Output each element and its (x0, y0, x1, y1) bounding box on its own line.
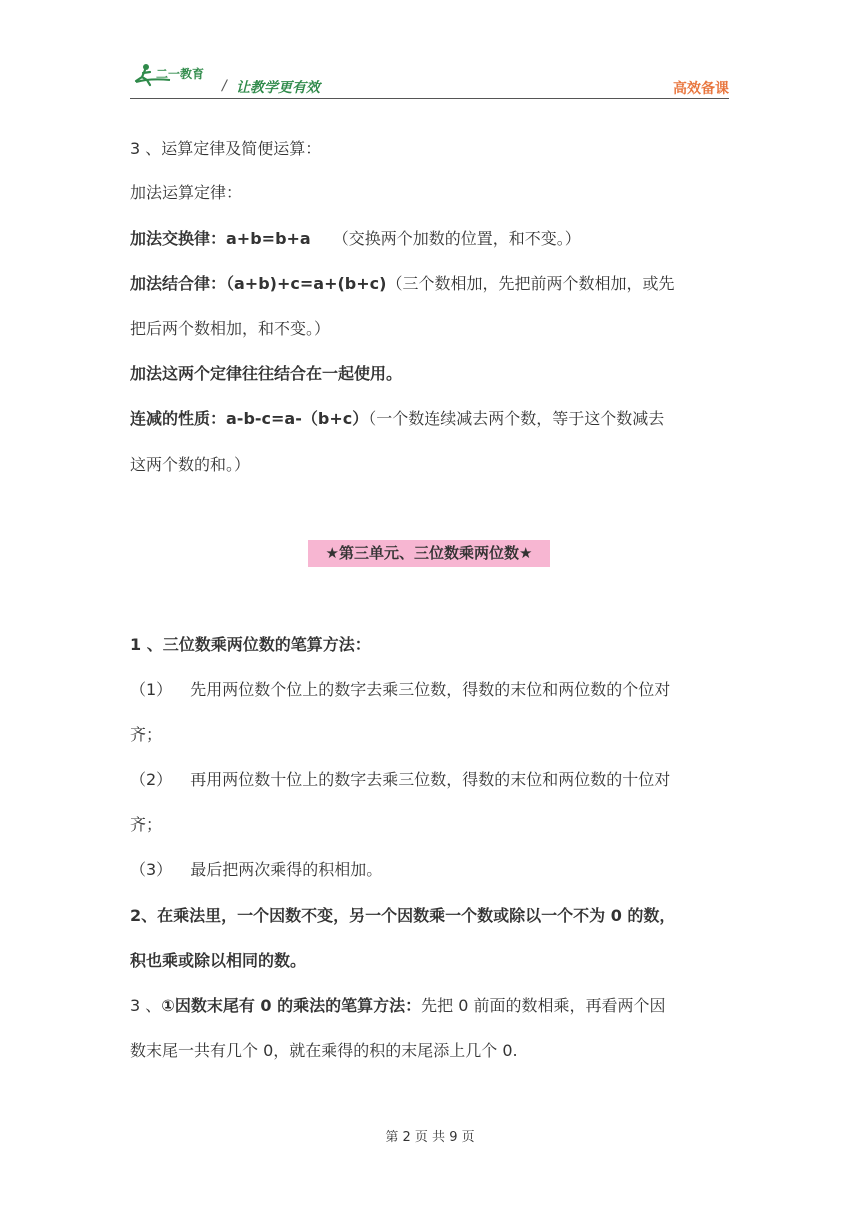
step-1 (130, 680, 670, 700)
header-slash: / (222, 78, 227, 94)
associative-desc-cont: 把后两个数相加，和不变。） (130, 319, 331, 338)
logo (130, 62, 216, 90)
subtraction-label: 连减的性质：a-b-c=a-（b+c） (130, 409, 369, 428)
section-3-title: 3 、运算定律及简便运算： (130, 139, 322, 158)
header-right-label: 高效备课 (673, 81, 729, 97)
method-1-title: 1 、三位数乘两位数的笔算方法： (130, 635, 371, 654)
subtraction-desc: （一个数连续减去两个数，等于这个数减去 (368, 409, 665, 428)
method-3 (130, 996, 665, 1016)
associative-law (130, 274, 674, 294)
step-1-text: 先用两位数个位上的数字去乘三位数，得数的末位和两位数的个位对 (190, 680, 671, 699)
method-2-line-1: 2、在乘法里，一个因数不变，另一个因数乘一个数或除以一个不为 0 的数， (130, 906, 676, 925)
unit-title: ★第三单元、三位数乘两位数★ (308, 540, 550, 567)
commutative-label: 加法交换律：a+b=b+a (130, 229, 311, 248)
method-3-prefix: 3 、 (130, 996, 162, 1015)
step-3 (130, 860, 382, 880)
method-3-text: 先把 0 前面的数相乘，再看两个因 (421, 996, 666, 1015)
step-2 (130, 770, 670, 790)
addition-laws-title: 加法运算定律： (130, 183, 243, 202)
method-3-cont: 数末尾一共有几个 0，就在乘得的积的末尾添上几个 0. (130, 1041, 518, 1060)
header-tagline: 让教学更有效 (236, 80, 320, 96)
subtraction-property (130, 409, 664, 429)
commutative-desc: （交换两个加数的位置，和不变。） (332, 229, 581, 248)
combined-note: 加法这两个定律往往结合在一起使用。 (130, 364, 403, 383)
logo-text: 二一教育 (156, 67, 205, 81)
associative-label: 加法结合律：（a+b)+c=a+(b+c) (130, 274, 387, 293)
step-1-cont: 齐； (130, 725, 163, 744)
header-rule (130, 98, 729, 99)
associative-desc: （三个数相加，先把前两个数相加，或先 (386, 274, 675, 293)
subtraction-desc-cont: 这两个数的和。） (130, 455, 251, 474)
method-2-line-2: 积也乘或除以相同的数。 (130, 951, 307, 970)
method-3-bold: ①因数末尾有 0 的乘法的笔算方法： (161, 996, 422, 1015)
step-3-text: 最后把两次乘得的积相加。 (190, 860, 383, 879)
step-2-cont: 齐； (130, 815, 163, 834)
step-1-number: （1） (130, 680, 173, 699)
step-3-number: （3） (130, 860, 173, 879)
page-header (130, 60, 729, 100)
commutative-law (130, 229, 581, 249)
step-2-text: 再用两位数十位上的数字去乘三位数，得数的末位和两位数的十位对 (190, 770, 671, 789)
page-footer: 第 2 页 共 9 页 (385, 1130, 475, 1145)
step-2-number: （2） (130, 770, 173, 789)
